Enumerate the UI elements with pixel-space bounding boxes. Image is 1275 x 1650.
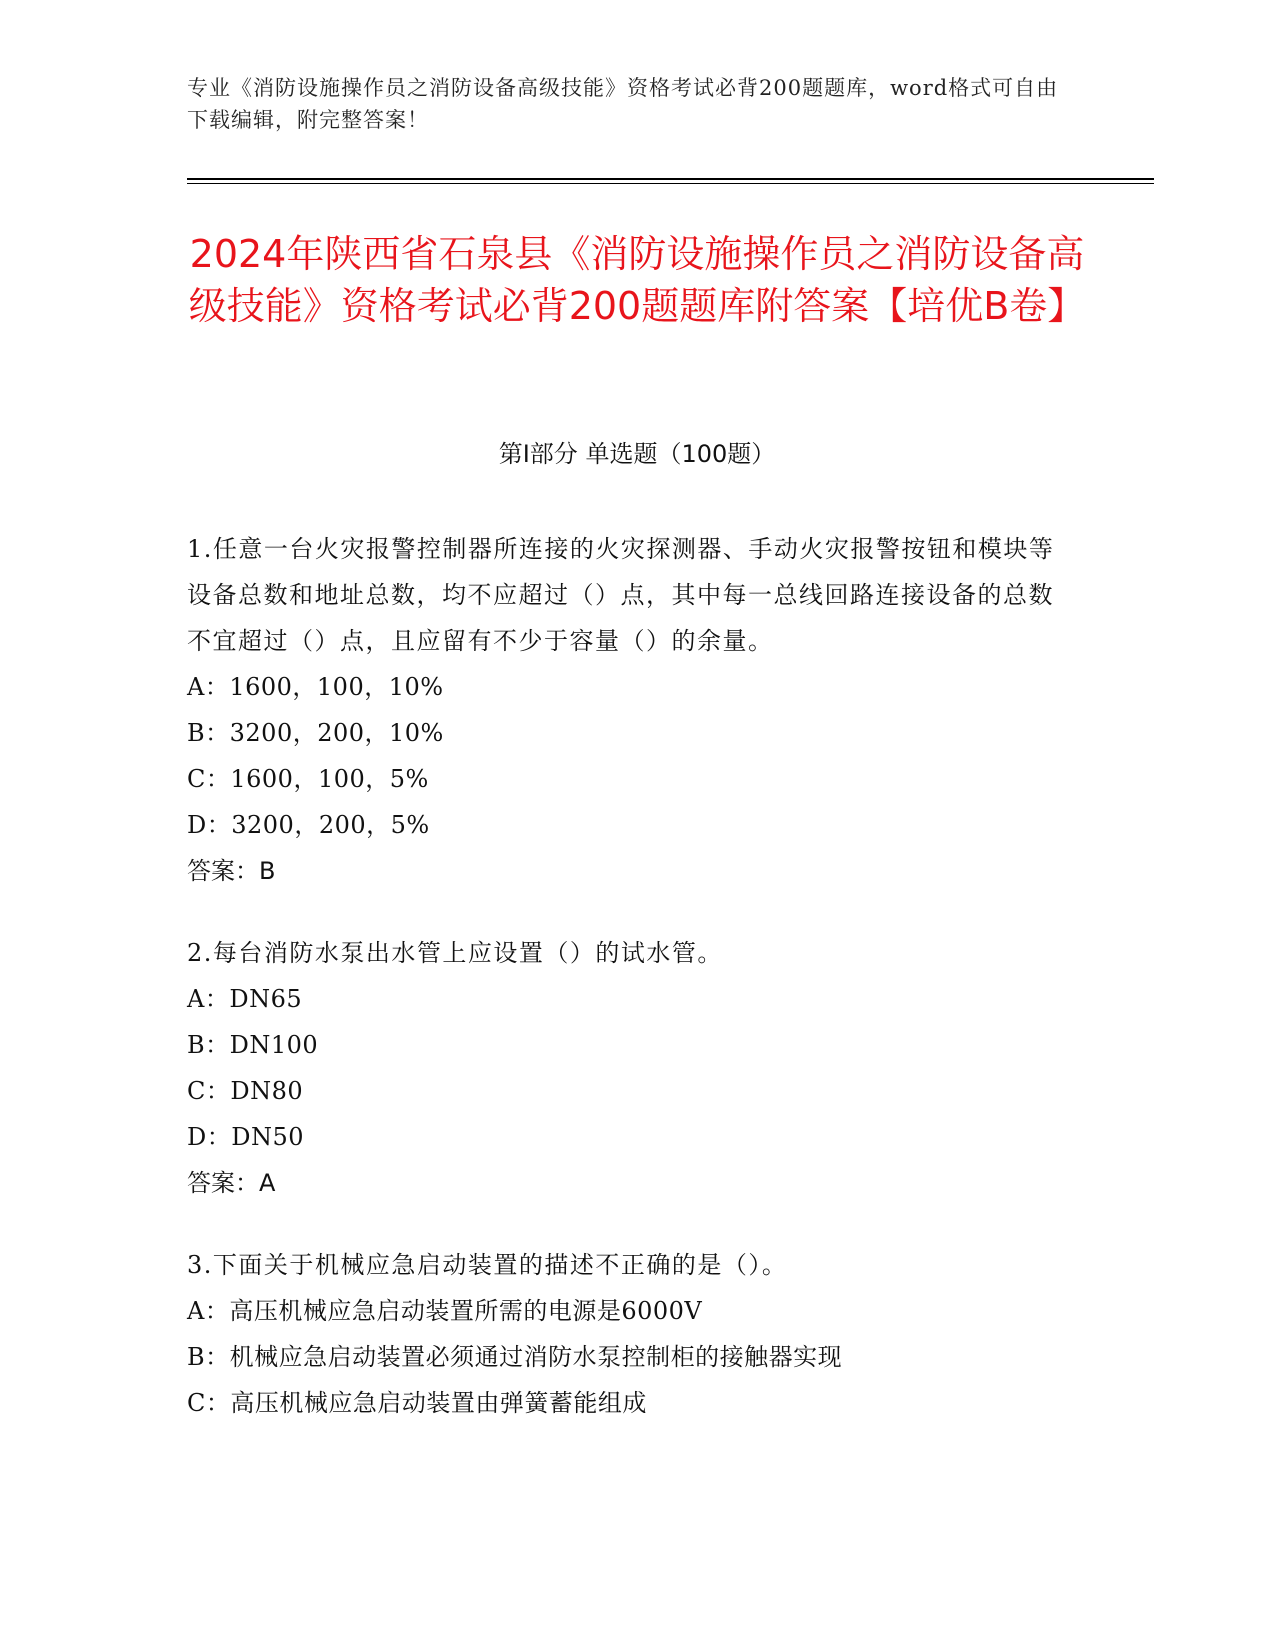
question-1 bbox=[187, 526, 1067, 894]
answer-line: 答案：A bbox=[187, 1169, 276, 1197]
option-b: B：3200，200，10% bbox=[187, 719, 444, 747]
document-title: 2024年陕西省石泉县《消防设施操作员之消防设备高级技能》资格考试必背200题题库附答案【培优B卷】 bbox=[188, 232, 1086, 328]
option-c: C：高压机械应急启动装置由弹簧蓄能组成 bbox=[187, 1389, 647, 1417]
section-title: 第Ⅰ部分 单选题（100题） bbox=[498, 440, 776, 468]
option-b: B：机械应急启动装置必须通过消防水泵控制柜的接触器实现 bbox=[187, 1343, 843, 1371]
answer-line: 答案：B bbox=[187, 857, 276, 885]
option-a: A：高压机械应急启动装置所需的电源是6000V bbox=[187, 1297, 703, 1325]
question-stem: 1.任意一台火灾报警控制器所连接的火灾探测器、手动火灾报警按钮和模块等设备总数和地址总数，均不应超过（）点，其中每一总线回路连接设备的总数不宜超过（）点，且应留有不少于容量（）的余量。 bbox=[187, 535, 1055, 655]
question-list bbox=[187, 526, 1067, 1462]
option-c: C：1600，100，5% bbox=[187, 765, 429, 793]
option-c: C：DN80 bbox=[187, 1077, 304, 1105]
header-divider-thin bbox=[187, 183, 1154, 184]
question-2 bbox=[187, 930, 1067, 1206]
header-note: 专业《消防设施操作员之消防设备高级技能》资格考试必背200题题库，word格式可自由下载编辑，附完整答案！ bbox=[187, 76, 1059, 132]
question-stem: 3.下面关于机械应急启动装置的描述不正确的是（）。 bbox=[187, 1251, 788, 1279]
option-a: A：1600，100，10% bbox=[187, 673, 444, 701]
question-3 bbox=[187, 1242, 1067, 1426]
option-a: A：DN65 bbox=[187, 985, 303, 1013]
option-d: D：3200，200，5% bbox=[187, 811, 430, 839]
question-stem: 2.每台消防水泵出水管上应设置（）的试水管。 bbox=[187, 939, 723, 967]
header-divider-thick bbox=[187, 178, 1154, 180]
option-b: B：DN100 bbox=[187, 1031, 319, 1059]
option-d: D：DN50 bbox=[187, 1123, 305, 1151]
